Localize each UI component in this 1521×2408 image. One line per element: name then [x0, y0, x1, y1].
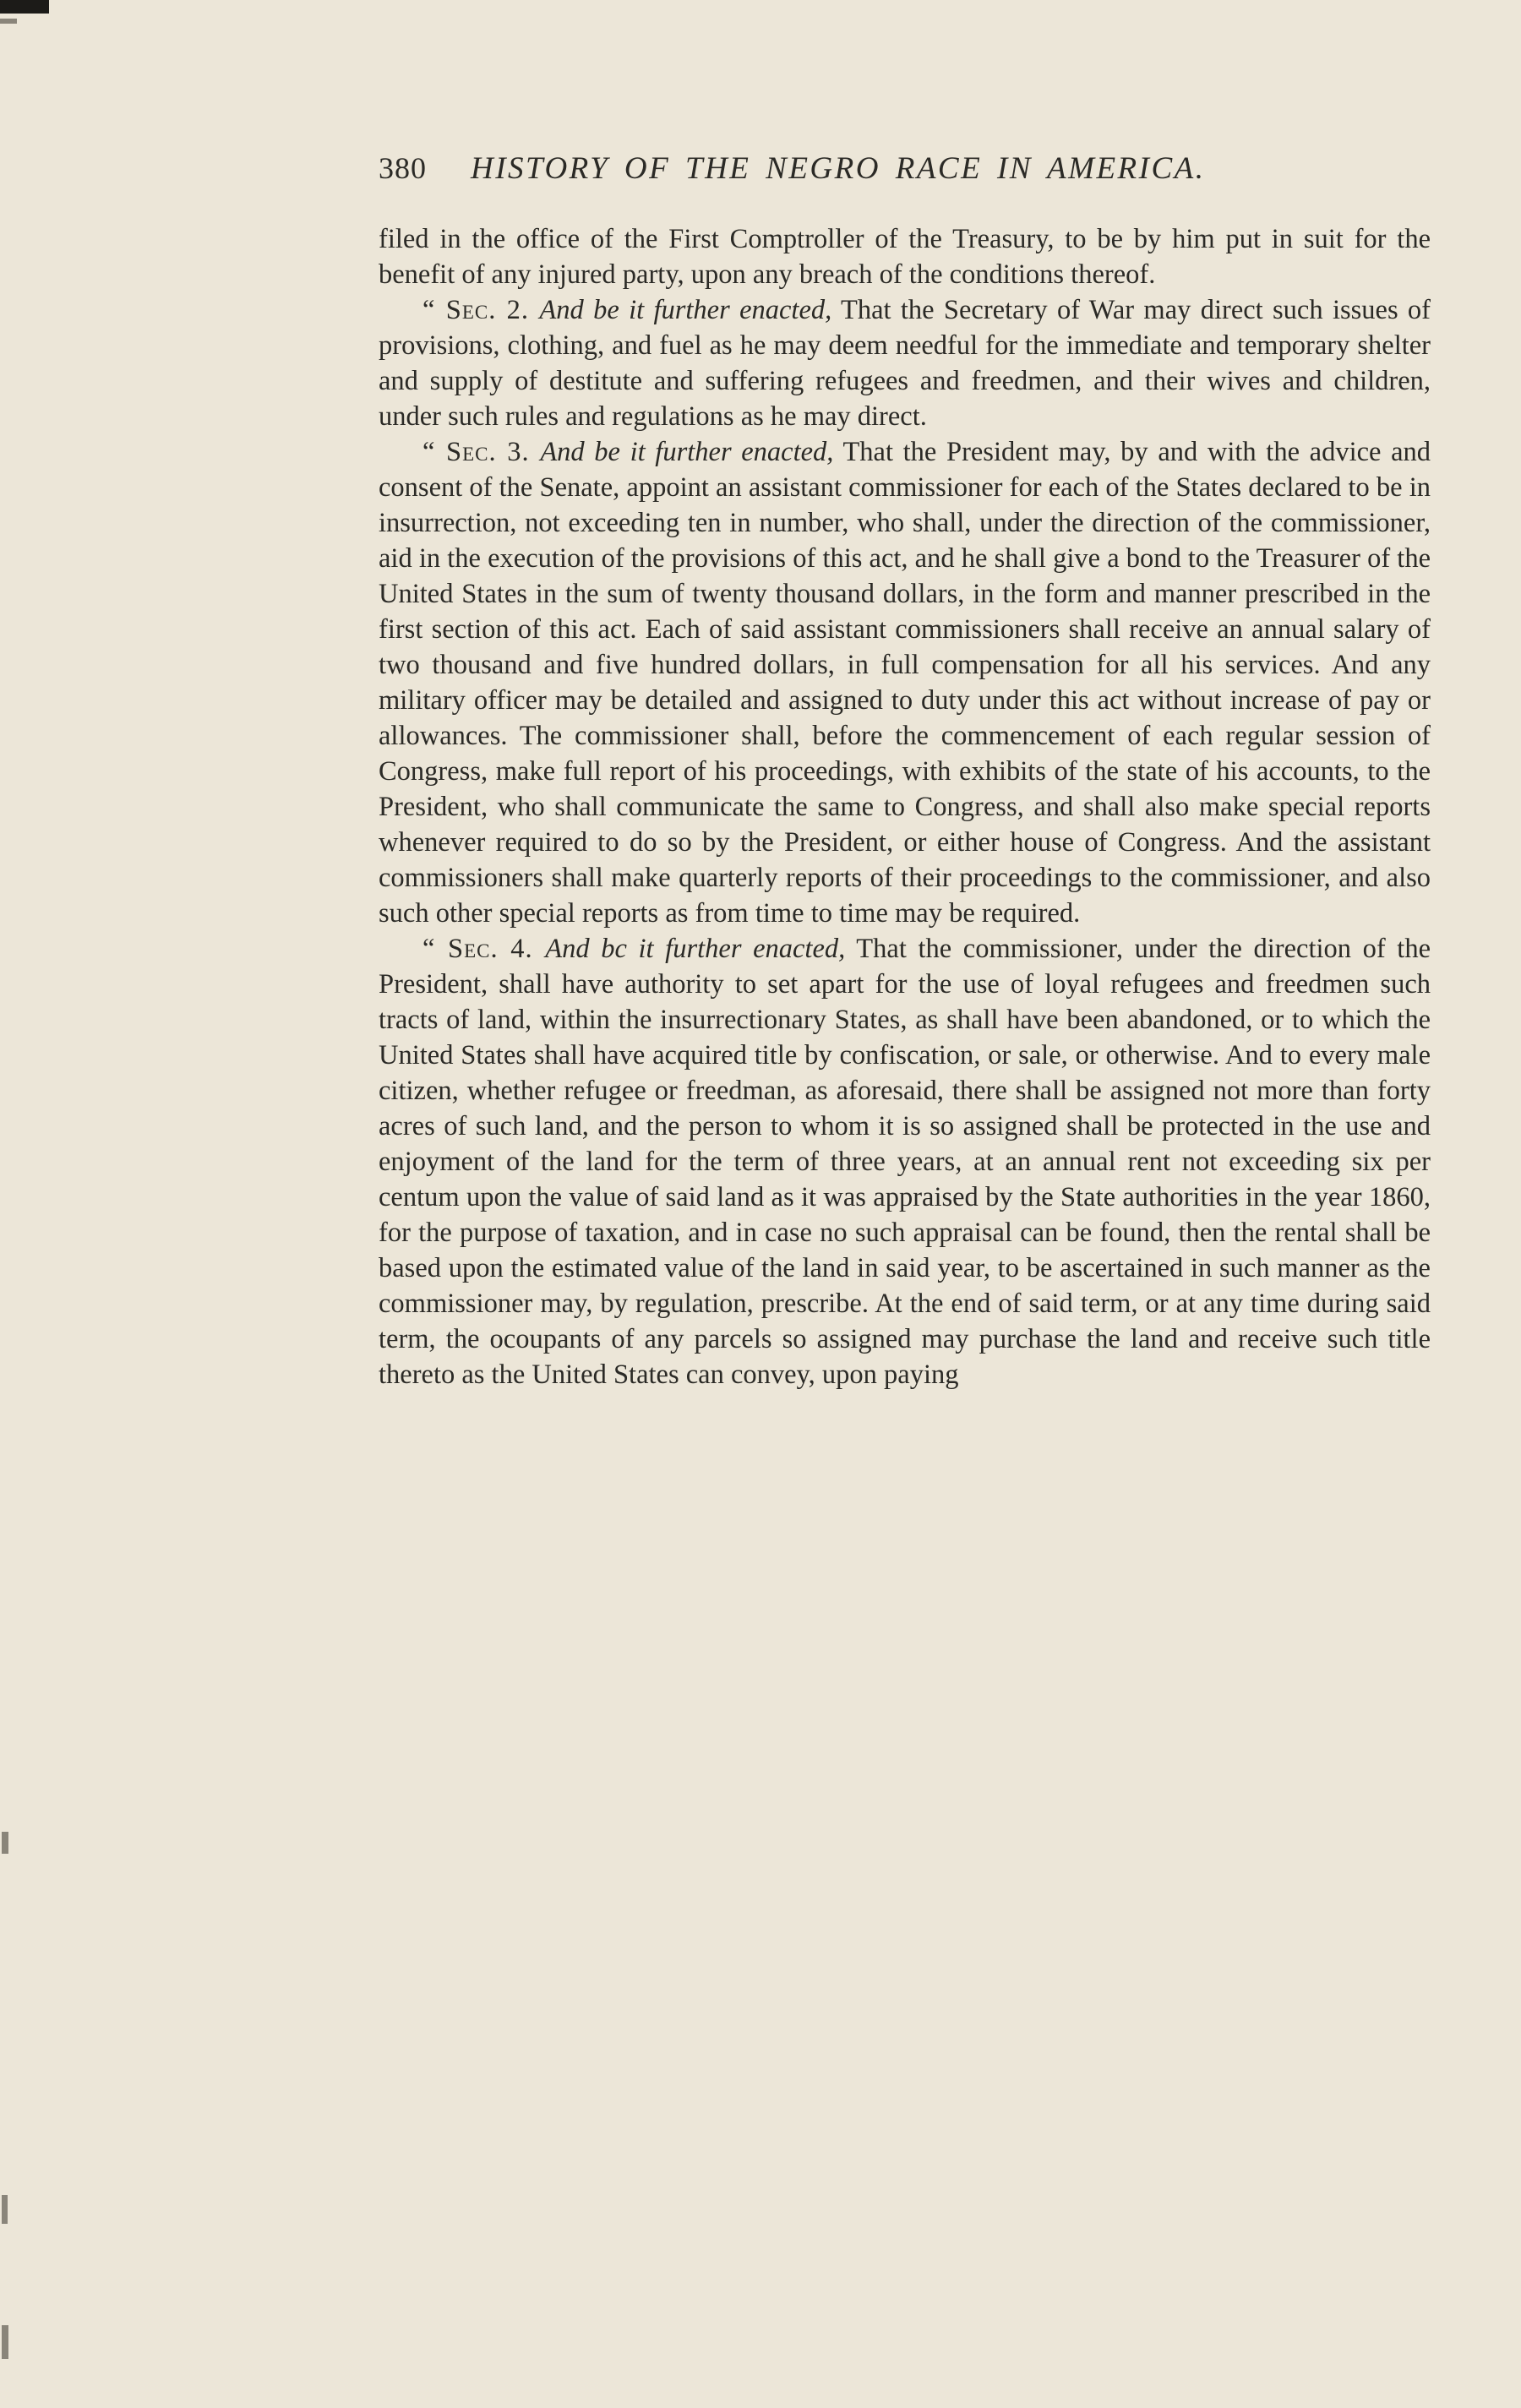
paragraph: [379, 292, 1431, 434]
scan-artifact: [0, 19, 17, 24]
section-label: “ Sec. 4.: [422, 934, 546, 964]
running-head: [379, 150, 1431, 187]
scan-artifact: [0, 0, 49, 14]
scan-artifact: [2, 2325, 8, 2359]
section-label: “ Sec. 2.: [422, 295, 540, 325]
text-body: [379, 221, 1431, 1392]
body-text: That the President may, by and with the advice and consent of the Senate, appoint an assistant commissioner for each of the States declared to be in insurrection, not exceeding ten in number, who shall, under the direction of the commissioner, aid in the execution of the provisions of this act, and he shall give a bond to the Treasurer of the United States in the sum of twenty thousand dollars, in the form and manner prescribed in the first section of this act. Each of said assistant commissioners shall receive an annual salary of two thousand and five hundred dollars, in full compensation for all his services. And any military officer may be detailed and assigned to duty under this act without increase of pay or allowances. The commissioner shall, before the commencement of each regular session of Congress, make full report of his proceedings, with exhibits of the state of his accounts, to the President, who shall communicate the same to Congress, and shall also make special reports whenever required to do so by the President, or either house of Congress. And the assistant commissioners shall make quarterly reports of their proceedings to the commissioner, and also such other special reports as from time to time may be required.: [379, 437, 1431, 929]
page-number: 380: [379, 151, 427, 185]
body-text: That the Secretary of War may direct such issues of provisions, clothing, and fuel as he may deem needful for the immediate and temporary shelter and supply of destitute and suffering refugees and freedmen, and their wives and children, under such rules and regulations as he may direct.: [379, 295, 1431, 432]
paragraph: [379, 931, 1431, 1392]
paragraph: [379, 434, 1431, 931]
scan-artifact: [2, 1832, 8, 1854]
paragraph: [379, 221, 1431, 292]
enacting-clause-italic: And bc it further enacted,: [545, 934, 846, 964]
scan-artifact: [2, 2195, 8, 2224]
page-title: HISTORY OF THE NEGRO RACE IN AMERICA.: [471, 151, 1206, 186]
body-text: filed in the office of the First Comptroller of the Treasury, to be by him put in suit for the benefit of any injured party, upon any breach of the conditions thereof.: [379, 224, 1431, 290]
body-text: That the commissioner, under the direction of the President, shall have authority to set apart for the use of loyal refugees and freedmen such tracts of land, within the insurrectionary States, as shall have been abandoned, or to which the United States shall have acquired title by confiscation, or sale, or otherwise. And to every male citizen, whether refugee or freedman, as aforesaid, there shall be assigned not more than forty acres of such land, and the person to whom it is so assigned shall be protected in the use and enjoyment of the land for the term of three years, at an annual rent not exceeding six per centum upon the value of said land as it was appraised by the State authorities in the year 1860, for the purpose of taxation, and in case no such appraisal can be found, then the rental shall be based upon the estimated value of the land in said year, to be ascertained in such manner as the commissioner may, by regulation, prescribe. At the end of said term, or at any time during said term, the ocoupants of any parcels so assigned may purchase the land and receive such title thereto as the United States can convey, upon paying: [379, 934, 1431, 1390]
enacting-clause-italic: And be it further enacted,: [540, 437, 834, 467]
section-label: “ Sec. 3.: [422, 437, 541, 467]
enacting-clause-italic: And be it further enacted,: [539, 295, 832, 325]
